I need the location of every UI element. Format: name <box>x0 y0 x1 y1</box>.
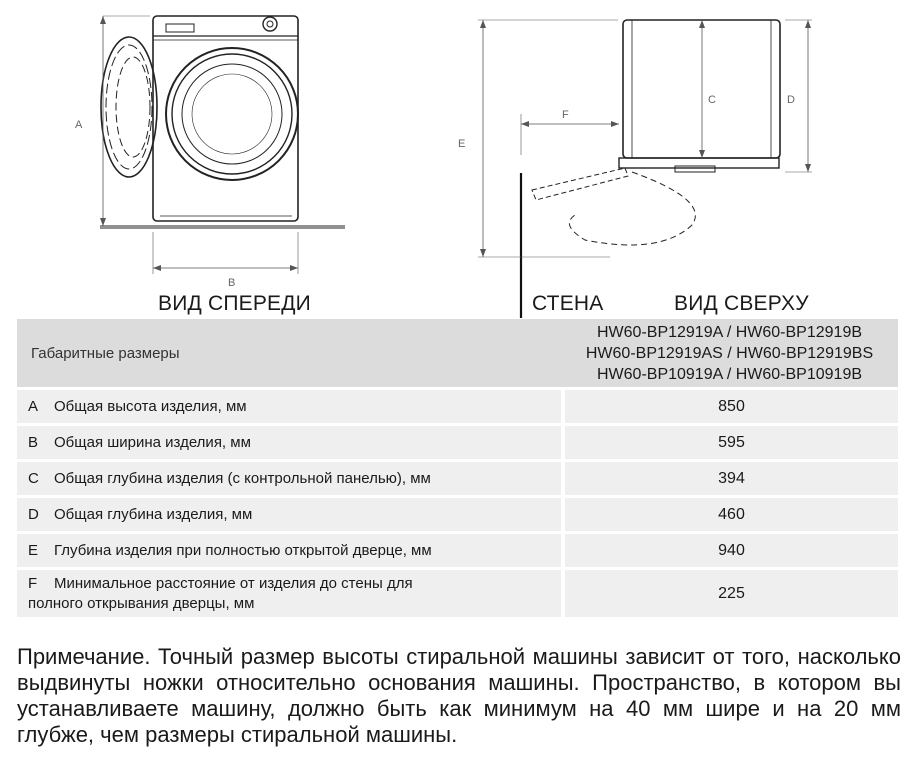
table-row <box>17 387 898 423</box>
row-letter: C <box>28 470 39 487</box>
row-description: Минимальное расстояние от изделия до стены для <box>54 574 413 592</box>
row-label <box>17 495 561 531</box>
row-letter: D <box>28 506 39 523</box>
header-models <box>561 319 898 387</box>
door-swing-arc <box>569 172 695 245</box>
row-value: 850 <box>561 387 898 423</box>
table-row <box>17 495 898 531</box>
caption-top-view: ВИД СВЕРХУ <box>674 292 809 315</box>
label-b: B <box>228 277 236 289</box>
label-d: D <box>787 94 795 106</box>
table-header-row <box>17 319 898 387</box>
control-knob <box>263 17 277 31</box>
machine-body <box>153 16 298 221</box>
detergent-drawer <box>166 24 194 32</box>
row-value: 595 <box>561 423 898 459</box>
open-door-rim <box>106 45 152 169</box>
table-row <box>17 531 898 567</box>
row-letter: F <box>28 574 38 592</box>
row-label <box>17 459 561 495</box>
row-label <box>17 531 561 567</box>
row-value: 225 <box>561 567 898 617</box>
table-row <box>17 423 898 459</box>
front-view-drawing <box>100 16 345 274</box>
top-view-drawing <box>478 20 812 318</box>
door-outer <box>166 48 298 180</box>
row-value: 940 <box>561 531 898 567</box>
open-door-top <box>532 168 628 200</box>
row-letter: E <box>28 542 39 559</box>
label-f: F <box>562 109 569 121</box>
row-description: Общая глубина изделия, мм <box>54 506 253 523</box>
row-value: 460 <box>561 495 898 531</box>
model-line: HW60-BP12919A / HW60-BP12919B <box>596 323 863 341</box>
table-row <box>17 459 898 495</box>
table-row <box>17 567 898 617</box>
row-description: Общая глубина изделия (с контрольной панелью), мм <box>54 470 431 487</box>
row-label <box>17 423 561 459</box>
label-c: C <box>708 94 716 106</box>
row-label <box>17 387 561 423</box>
row-description: Общая ширина изделия, мм <box>54 434 251 451</box>
label-e: E <box>458 138 466 150</box>
row-label <box>17 567 561 617</box>
row-description: Общая высота изделия, мм <box>54 398 247 415</box>
model-line: HW60-BP12919AS / HW60-BP12919BS <box>585 344 874 362</box>
model-line: HW60-BP10919A / HW60-BP10919B <box>596 365 863 383</box>
door-glass <box>182 64 282 164</box>
header-label: Габаритные размеры <box>17 319 561 387</box>
row-letter: A <box>28 398 39 415</box>
caption-front-view: ВИД СПЕРЕДИ <box>158 292 311 315</box>
dimension-diagram <box>0 0 917 320</box>
caption-wall: СТЕНА <box>532 292 604 315</box>
dimension-drawing <box>0 0 917 320</box>
row-description: Глубина изделия при полностью открытой дверце, мм <box>54 542 432 559</box>
dimensions-table <box>17 319 898 617</box>
row-letter: B <box>28 434 39 451</box>
machine-top-outline <box>623 20 780 158</box>
row-description-continued: полного открывания дверцы, мм <box>28 594 255 612</box>
label-a: A <box>75 119 83 131</box>
installation-note: Примечание. Точный размер высоты стиральной машины зависит от того, насколько выдвинуты ножки относительно основания машины. Пространство, в котором вы устанавливаете машину, должно быть как минимум на 40 мм шире и на 20 мм глубже, чем размеры стиральной машины. <box>17 644 901 747</box>
row-value: 394 <box>561 459 898 495</box>
open-door-inner <box>116 57 150 157</box>
door-ring <box>172 54 292 174</box>
